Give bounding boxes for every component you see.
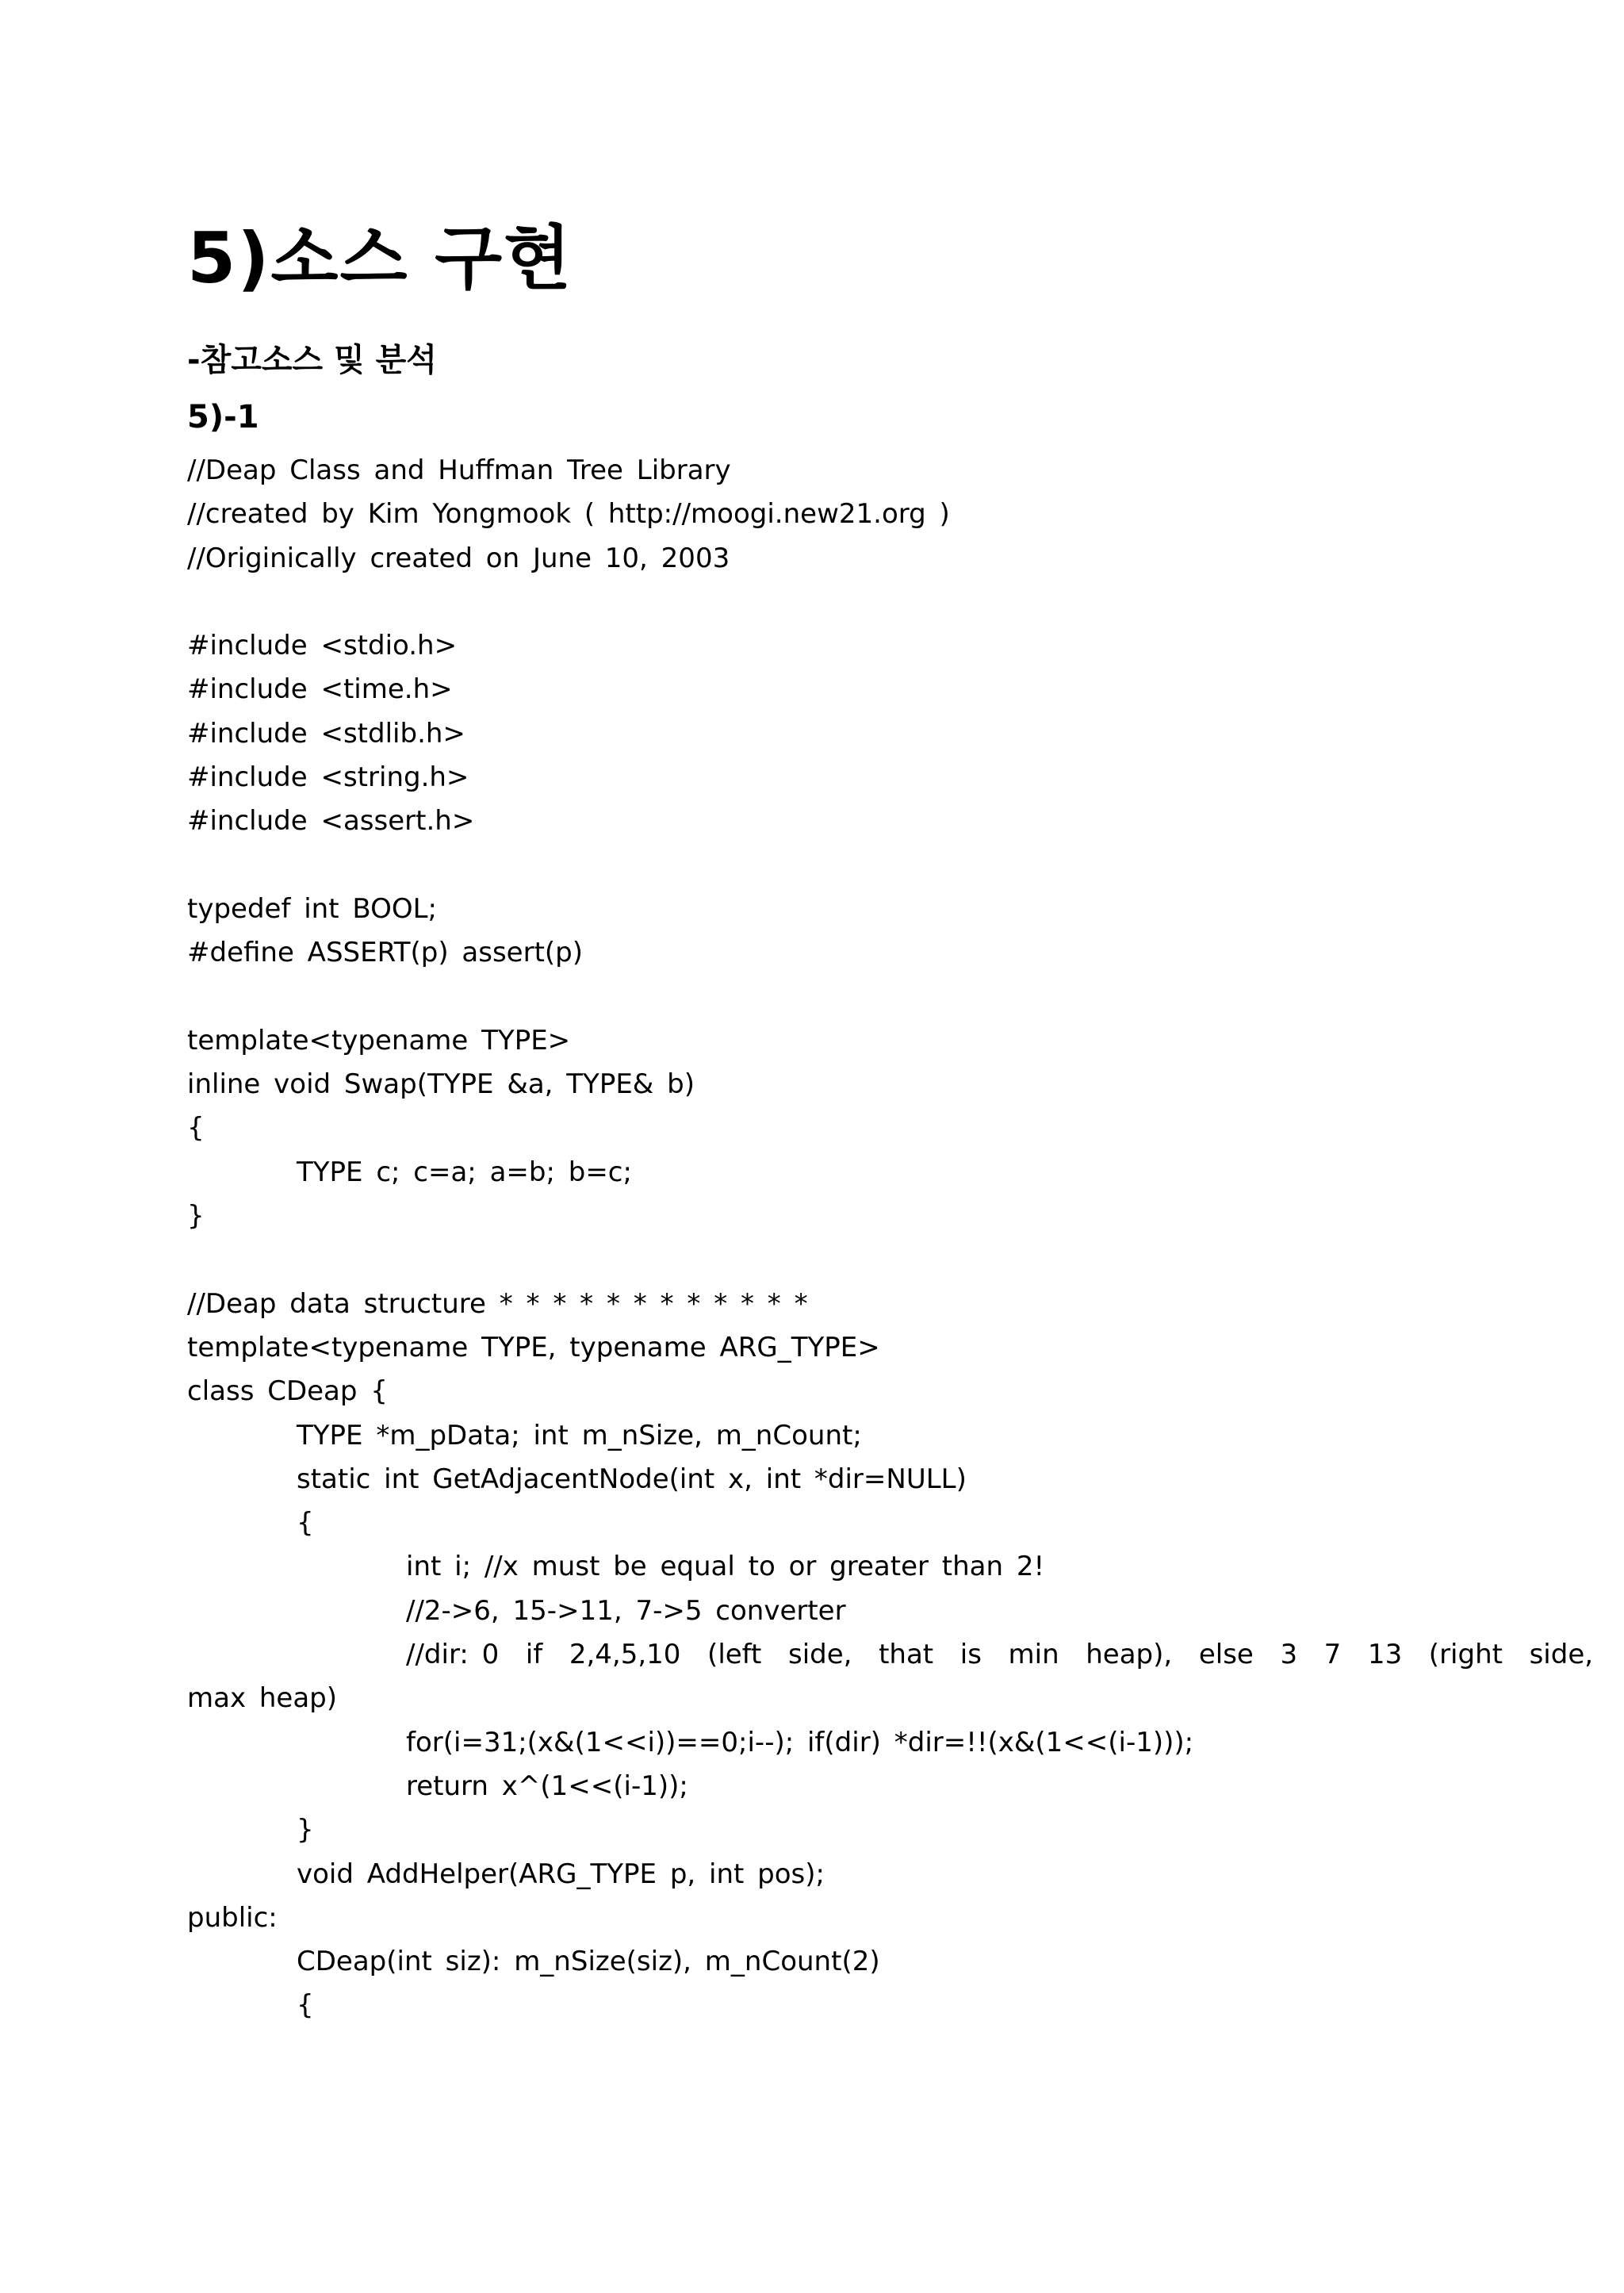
code-line: //Deap data structure * * * * * * * * * * * *: [187, 1287, 808, 1320]
code-line: #include <string.h>: [187, 761, 469, 794]
code-line: //Deap Class and Huffman Tree Library: [187, 454, 731, 486]
code-line: //created by Kim Yongmook ( http://moogi.new21.org ): [187, 498, 950, 531]
code-line: typedef int BOOL;: [187, 892, 438, 925]
code-line: }: [187, 1200, 205, 1233]
code-line: [187, 581, 1361, 624]
page-title: 5)소스 구현: [187, 217, 573, 299]
code-line: inline void Swap(TYPE &a, TYPE& b): [187, 1068, 695, 1101]
code-line: for(i=31;(x&(1<<i))==0;i--); if(dir) *dir=!!(x&(1<<(i-1)));: [406, 1726, 1194, 1758]
code-line: #include <stdlib.h>: [187, 717, 465, 750]
code-line: template<typename TYPE>: [187, 1024, 571, 1056]
code-line: {: [297, 1507, 314, 1540]
source-code-block: [187, 449, 1594, 2028]
code-line: [187, 976, 1361, 1019]
code-line: {: [297, 1989, 314, 2022]
code-line: #include <assert.h>: [187, 805, 475, 838]
code-line: #include <stdio.h>: [187, 630, 458, 662]
subsection-heading: 5)-1: [187, 399, 259, 435]
code-line: CDeap(int siz): m_nSize(siz), m_nCount(2): [297, 1946, 880, 1978]
code-line: void AddHelper(ARG_TYPE p, int pos);: [297, 1858, 825, 1890]
code-line: //2->6, 15->11, 7->5 converter: [406, 1594, 846, 1627]
code-line: public:: [187, 1901, 278, 1934]
code-line: TYPE c; c=a; a=b; b=c;: [297, 1156, 632, 1188]
code-line: return x^(1<<(i-1));: [406, 1770, 688, 1802]
section-subtitle: -참고소스 및 분석: [187, 342, 437, 378]
code-line: {: [187, 1112, 205, 1145]
code-line: //Originically created on June 10, 2003: [187, 542, 730, 574]
code-line: [187, 844, 1361, 888]
code-line: int i; //x must be equal to or greater than 2!: [406, 1551, 1045, 1583]
code-line: static int GetAdjacentNode(int x, int *dir=NULL): [297, 1463, 967, 1495]
code-line: max heap): [187, 1682, 338, 1715]
code-line: //dir: 0 if 2,4,5,10 (left side, that is min heap), else 3 7 13 (right side,: [406, 1639, 1594, 1671]
code-line: class CDeap {: [187, 1375, 388, 1408]
code-line: #include <time.h>: [187, 673, 453, 706]
code-line: [187, 1238, 1361, 1282]
code-line: TYPE *m_pData; int m_nSize, m_nCount;: [297, 1419, 862, 1451]
code-line: template<typename TYPE, typename ARG_TYPE>: [187, 1331, 880, 1363]
code-line: }: [297, 1814, 314, 1846]
code-line: #define ASSERT(p) assert(p): [187, 937, 584, 969]
